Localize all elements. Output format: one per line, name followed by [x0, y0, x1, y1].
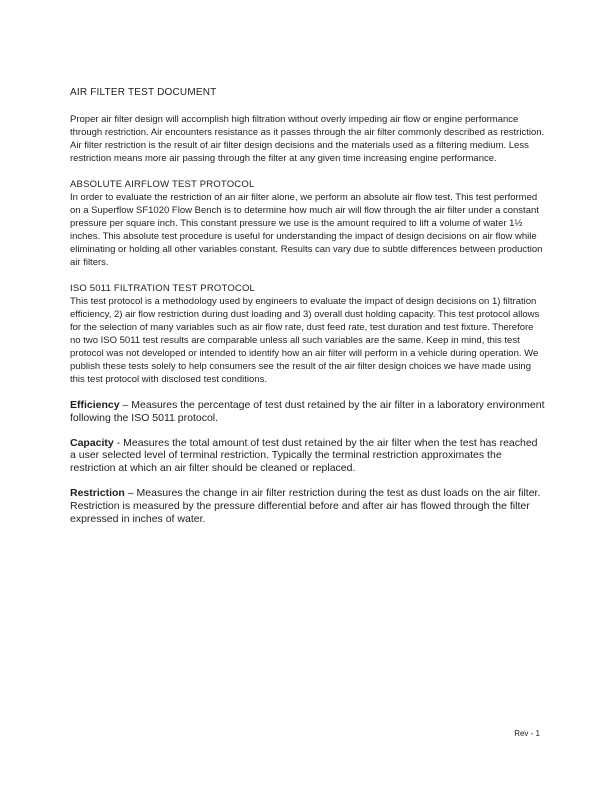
section-body-iso-5011: This test protocol is a methodology used by engineers to evaluate the impact of design decisions on 1) filtration efficiency, 2) air flow restriction during dust loading and 3) overall dust holding capacity. This test protocol allows for the selection of many variables such as air flow rate, dust feed rate, test duration and test fixture. Therefore no two ISO 5011 test results are comparable unless all such variables are the same. Keep in mind, this test protocol was not developed or intended to identify how an air filter will perform in a vehicle during operation. We publish these tests solely to help consumers see the result of the air filter design choices we have made using this test protocol with disclosed test conditions.: [70, 296, 540, 385]
definition-term-restriction: Restriction: [70, 486, 125, 499]
definition-capacity: [70, 437, 545, 475]
definition-restriction: [70, 487, 545, 525]
page-footer-revision: Rev - 1: [514, 729, 540, 738]
definition-text-efficiency: – Measures the percentage of test dust retained by the air filter in a laboratory environment following the ISO 5011 protocol.: [70, 399, 545, 424]
section-heading-iso-5011: ISO 5011 FILTRATION TEST PROTOCOL: [70, 283, 256, 294]
definition-term-efficiency: Efficiency: [70, 399, 120, 411]
definition-term-capacity: Capacity: [70, 436, 114, 449]
section-body-absolute-airflow: In order to evaluate the restriction of an air filter alone, we perform an absolute air flow test. This test performed on a Superflow SF1020 Flow Bench is to determine how much air will flow through the air filter under a constant pressure per square inch. This constant pressure we use is the amount required to lift a volume of water 1½ inches. This absolute test procedure is useful for understanding the impact of design decisions on air flow while eliminating or holding all other variables constant. Results can vary due to subtle differences between production air filters.: [70, 192, 543, 268]
intro-paragraph: Proper air filter design will accomplish high filtration without overly impeding air flow or engine performance through restriction. Air encounters resistance as it passes through the air filter commonly described as restriction. Air filter restriction is the result of air filter design decisions and the materials used as a filtering medium. Less restriction means more air passing through the filter at any given time increasing engine performance.: [70, 114, 545, 164]
section-iso-5011: [70, 282, 545, 386]
definition-efficiency: [70, 399, 545, 425]
definition-text-restriction: – Measures the change in air filter restriction during the test as dust loads on the air filter. Restriction is measured by the pressure differential before and after air has flowed through the filter expressed in inches of water.: [70, 486, 541, 525]
section-absolute-airflow: [70, 178, 545, 269]
definition-text-capacity: - Measures the total amount of test dust retained by the air filter when the test has reached a user selected level of terminal restriction. Typically the terminal restriction approximates the restriction at which an air filter should be cleaned or replaced.: [70, 436, 538, 475]
document-title: AIR FILTER TEST DOCUMENT: [70, 87, 217, 98]
section-heading-absolute-airflow: ABSOLUTE AIRFLOW TEST PROTOCOL: [70, 179, 255, 190]
